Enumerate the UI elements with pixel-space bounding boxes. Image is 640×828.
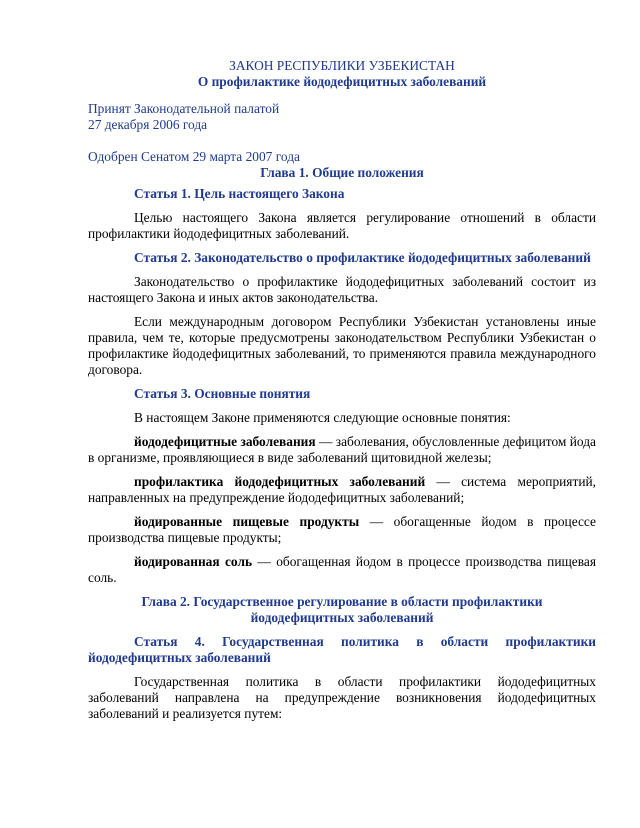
approval-info: Одобрен Сенатом 29 марта 2007 года — [88, 149, 300, 164]
article-2-para-2: Если международным договором Республики Узбекистан установлены иные правила, чем те, которые предусмотрены законодательством Республики Узбекистан о профилактике йододефицитных заболеваний, то применяются правила международного договора. — [88, 314, 596, 377]
article-2-para-1: Законодательство о профилактике йододефицитных заболеваний состоит из настоящего Закона и иных актов законодательства. — [88, 274, 596, 305]
adopted-line-1: Принят Законодательной палатой — [88, 101, 280, 116]
article-4-text: Государственная политика в области профилактики йододефицитных заболеваний направлена на предупреждение возникновения йододефицитных заболеваний и реализуется путем: — [88, 674, 596, 721]
definition-term: профилактика йододефицитных заболеваний — [134, 474, 426, 489]
document-page — [88, 58, 596, 722]
definition-item — [88, 434, 596, 466]
definition-item — [88, 474, 596, 506]
definition-text: — обогащенные йодом в процессе производства пищевые продукты; — [88, 514, 596, 545]
article-2-title: Статья 2. Законодательство о профилактике йододефицитных заболеваний — [134, 250, 591, 265]
definition-term: йодированные пищевые продукты — [134, 514, 360, 529]
article-3-title: Статья 3. Основные понятия — [134, 386, 311, 401]
chapter-2-title-line-1: Глава 2. Государственное регулирование в области профилактики — [141, 594, 543, 609]
definition-term: йододефицитные заболевания — [134, 434, 316, 449]
law-subtitle: О профилактике йододефицитных заболеваний — [197, 74, 487, 89]
article-4-title: Статья 4. Государственная политика в области профилактики йододефицитных заболеваний — [88, 634, 596, 665]
adoption-info — [88, 101, 596, 133]
article-1-text: Целью настоящего Закона является регулирование отношений в области профилактики йододефицитных заболеваний. — [88, 210, 596, 241]
law-header — [88, 58, 596, 90]
article-3-intro: В настоящем Законе применяются следующие основные понятия: — [134, 410, 511, 425]
definition-text: — система мероприятий, направленных на предупреждение йододефицитных заболеваний; — [88, 474, 596, 505]
definition-item — [88, 514, 596, 546]
law-title: ЗАКОН РЕСПУБЛИКИ УЗБЕКИСТАН — [229, 58, 455, 73]
definition-item — [88, 554, 596, 586]
adopted-line-2: 27 декабря 2006 года — [88, 117, 208, 132]
article-1-title: Статья 1. Цель настоящего Закона — [134, 186, 345, 201]
chapter-2-title-line-2: йододефицитных заболеваний — [250, 610, 434, 625]
definition-text: — заболевания, обусловленные дефицитом йода в организме, проявляющиеся в виде заболеваний щитовидной железы; — [88, 434, 596, 465]
definition-text: — обогащенная йодом в процессе производства пищевая соль. — [88, 554, 596, 585]
definition-term: йодированная соль — [134, 554, 253, 569]
chapter-1-title: Глава 1. Общие положения — [260, 165, 424, 180]
chapter-2-title — [88, 594, 596, 626]
